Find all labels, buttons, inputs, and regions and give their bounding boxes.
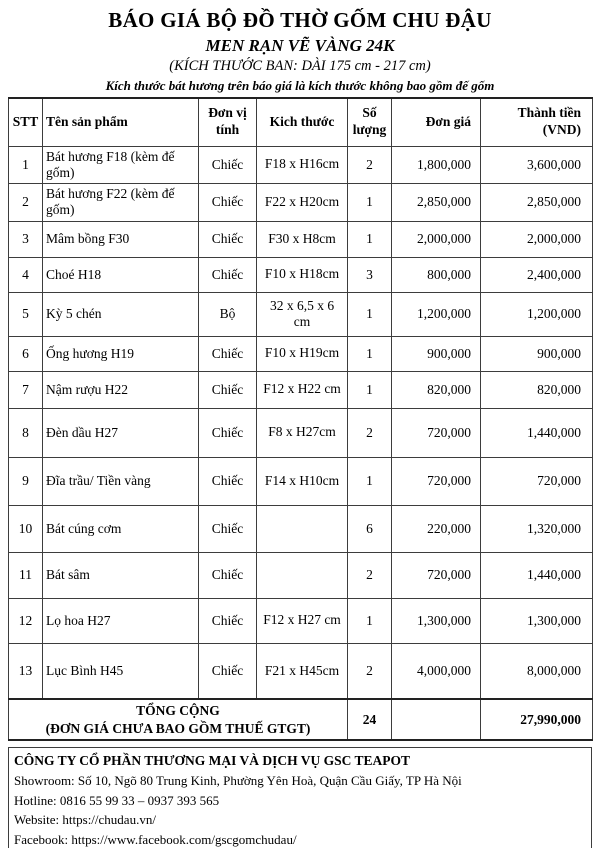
table-row	[9, 221, 593, 257]
cell-quantity: 1	[348, 336, 392, 371]
cell-amount: 1,320,000	[481, 505, 593, 552]
cell-quantity: 1	[348, 598, 392, 643]
price-table	[8, 97, 593, 741]
cell-amount: 1,440,000	[481, 408, 593, 457]
cell-product: Bát hương F18 (kèm đế gốm)	[43, 146, 199, 183]
cell-unit-price: 2,000,000	[392, 221, 481, 257]
cell-quantity: 2	[348, 146, 392, 183]
cell-unit: Chiếc	[199, 146, 257, 183]
column-header-unit-price: Đơn giá	[392, 98, 481, 146]
cell-product: Đèn dầu H27	[43, 408, 199, 457]
cell-unit: Chiếc	[199, 221, 257, 257]
cell-amount: 8,000,000	[481, 643, 593, 699]
cell-stt: 5	[9, 292, 43, 336]
table-row	[9, 292, 593, 336]
cell-unit-price: 2,850,000	[392, 183, 481, 221]
total-amount: 27,990,000	[481, 699, 593, 740]
cell-product: Nậm rượu H22	[43, 371, 199, 408]
total-label-cell	[9, 699, 348, 740]
cell-quantity: 1	[348, 183, 392, 221]
cell-unit: Chiếc	[199, 598, 257, 643]
cell-unit: Chiếc	[199, 336, 257, 371]
table-row	[9, 505, 593, 552]
showroom-address: Showroom: Số 10, Ngõ 80 Trung Kinh, Phường Yên Hoà, Quận Cầu Giấy, TP Hà Nội	[14, 773, 462, 789]
cell-amount: 720,000	[481, 457, 593, 505]
cell-product: Bát sâm	[43, 552, 199, 598]
table-row	[9, 371, 593, 408]
facebook-url: Facebook: https://www.facebook.com/gscgomchudau/	[14, 831, 297, 847]
table-row	[9, 552, 593, 598]
cell-unit: Chiếc	[199, 257, 257, 292]
cell-quantity: 1	[348, 221, 392, 257]
total-label: TỔNG CỘNG	[136, 703, 220, 718]
cell-stt: 7	[9, 371, 43, 408]
cell-stt: 8	[9, 408, 43, 457]
cell-amount: 3,600,000	[481, 146, 593, 183]
cell-stt: 4	[9, 257, 43, 292]
column-header-amount: Thành tiền (VND)	[481, 98, 593, 146]
cell-quantity: 6	[348, 505, 392, 552]
cell-size: F8 x H27cm	[257, 408, 348, 457]
cell-unit-price: 820,000	[392, 371, 481, 408]
cell-quantity: 2	[348, 408, 392, 457]
table-row	[9, 257, 593, 292]
cell-quantity: 1	[348, 292, 392, 336]
cell-unit: Chiếc	[199, 408, 257, 457]
cell-amount: 2,000,000	[481, 221, 593, 257]
cell-unit-price: 1,300,000	[392, 598, 481, 643]
cell-unit: Chiếc	[199, 643, 257, 699]
cell-unit-price: 800,000	[392, 257, 481, 292]
cell-unit-price: 4,000,000	[392, 643, 481, 699]
cell-product: Ống hương H19	[43, 336, 199, 371]
cell-quantity: 2	[348, 643, 392, 699]
cell-unit: Chiếc	[199, 371, 257, 408]
cell-size	[257, 505, 348, 552]
page-title: BÁO GIÁ BỘ ĐỒ THỜ GỐM CHU ĐẬU	[108, 8, 492, 32]
total-label-note: (ĐƠN GIÁ CHƯA BAO GỒM THUẾ GTGT)	[45, 720, 311, 736]
column-header-size: Kich thước	[257, 98, 348, 146]
cell-unit: Chiếc	[199, 457, 257, 505]
cell-unit-price: 1,800,000	[392, 146, 481, 183]
column-header-stt: STT	[9, 98, 43, 146]
cell-size: F22 x H20cm	[257, 183, 348, 221]
cell-size: F10 x H18cm	[257, 257, 348, 292]
cell-stt: 2	[9, 183, 43, 221]
cell-size: F14 x H10cm	[257, 457, 348, 505]
cell-quantity: 3	[348, 257, 392, 292]
cell-product: Lọ hoa H27	[43, 598, 199, 643]
table-row	[9, 643, 593, 699]
cell-unit: Chiếc	[199, 505, 257, 552]
cell-product: Bát hương F22 (kèm đế gốm)	[43, 183, 199, 221]
table-header-row	[9, 98, 593, 146]
cell-product: Kỳ 5 chén	[43, 292, 199, 336]
total-quantity: 24	[348, 699, 392, 740]
cell-size: 32 x 6,5 x 6 cm	[257, 292, 348, 336]
cell-quantity: 1	[348, 371, 392, 408]
cell-amount: 820,000	[481, 371, 593, 408]
cell-stt: 10	[9, 505, 43, 552]
document-subtitle: MEN RẠN VẼ VÀNG 24K	[205, 36, 395, 55]
cell-amount: 900,000	[481, 336, 593, 371]
cell-size: F18 x H16cm	[257, 146, 348, 183]
column-header-product: Tên sản phẩm	[43, 98, 199, 146]
title-block	[8, 8, 592, 94]
cell-size: F21 x H45cm	[257, 643, 348, 699]
cell-stt: 9	[9, 457, 43, 505]
cell-unit: Chiếc	[199, 183, 257, 221]
cell-size: F12 x H22 cm	[257, 371, 348, 408]
cell-size: F30 x H8cm	[257, 221, 348, 257]
cell-unit-price: 720,000	[392, 408, 481, 457]
cell-product: Choé H18	[43, 257, 199, 292]
cell-stt: 3	[9, 221, 43, 257]
cell-stt: 11	[9, 552, 43, 598]
disclaimer-note: Kích thước bát hương trên báo giá là kích thước không bao gồm đế gốm	[105, 78, 495, 93]
cell-quantity: 1	[348, 457, 392, 505]
cell-amount: 2,850,000	[481, 183, 593, 221]
cell-unit-price: 720,000	[392, 457, 481, 505]
company-name: CÔNG TY CỔ PHẦN THƯƠNG MẠI VÀ DỊCH VỤ GSC TEAPOT	[14, 753, 411, 769]
cell-unit: Bộ	[199, 292, 257, 336]
cell-unit-price: 720,000	[392, 552, 481, 598]
cell-size: F12 x H27 cm	[257, 598, 348, 643]
cell-unit: Chiếc	[199, 552, 257, 598]
column-header-quantity: Số lượng	[348, 98, 392, 146]
cell-product: Đĩa trầu/ Tiền vàng	[43, 457, 199, 505]
cell-product: Lục Bình H45	[43, 643, 199, 699]
cell-unit-price: 1,200,000	[392, 292, 481, 336]
cell-stt: 6	[9, 336, 43, 371]
size-note: (KÍCH THƯỚC BAN: DÀI 175 cm - 217 cm)	[169, 58, 431, 74]
cell-amount: 1,300,000	[481, 598, 593, 643]
cell-unit-price: 220,000	[392, 505, 481, 552]
table-row	[9, 146, 593, 183]
cell-stt: 13	[9, 643, 43, 699]
website-url: Website: https://chudau.vn/	[14, 812, 156, 828]
cell-amount: 1,440,000	[481, 552, 593, 598]
cell-size	[257, 552, 348, 598]
cell-amount: 2,400,000	[481, 257, 593, 292]
table-row	[9, 336, 593, 371]
cell-quantity: 2	[348, 552, 392, 598]
total-unit-price-empty	[392, 699, 481, 740]
cell-unit-price: 900,000	[392, 336, 481, 371]
table-row	[9, 598, 593, 643]
cell-product: Bát cúng cơm	[43, 505, 199, 552]
table-row	[9, 183, 593, 221]
cell-size: F10 x H19cm	[257, 336, 348, 371]
hotline: Hotline: 0816 55 99 33 – 0937 393 565	[14, 792, 220, 808]
cell-product: Mâm bồng F30	[43, 221, 199, 257]
table-row	[9, 457, 593, 505]
cell-stt: 12	[9, 598, 43, 643]
company-info-box	[8, 747, 592, 848]
total-row	[9, 699, 593, 740]
table-row	[9, 408, 593, 457]
column-header-unit: Đơn vị tính	[199, 98, 257, 146]
cell-stt: 1	[9, 146, 43, 183]
cell-amount: 1,200,000	[481, 292, 593, 336]
